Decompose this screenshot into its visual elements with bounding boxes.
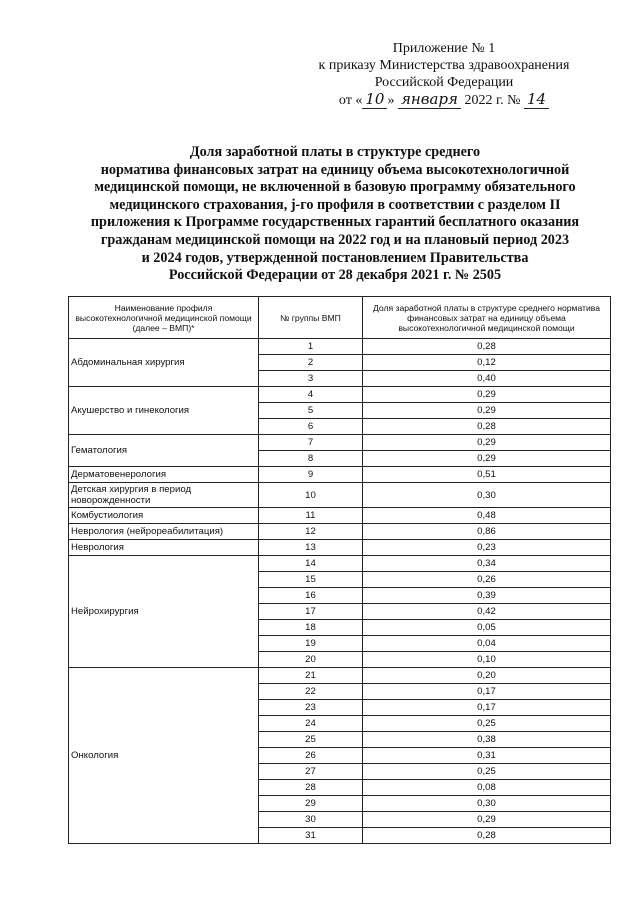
salary-share-cell: 0,08	[363, 780, 611, 796]
date-year: 2022 г. №	[464, 93, 521, 108]
group-number-cell: 8	[259, 451, 363, 467]
salary-share-cell: 0,86	[363, 524, 611, 540]
group-number-cell: 29	[259, 796, 363, 812]
salary-share-cell: 0,51	[363, 467, 611, 483]
salary-share-cell: 0,29	[363, 403, 611, 419]
group-number-cell: 15	[259, 572, 363, 588]
salary-share-cell: 0,20	[363, 668, 611, 684]
date-sep: »	[387, 93, 395, 108]
group-number-cell: 30	[259, 812, 363, 828]
group-number-cell: 23	[259, 700, 363, 716]
salary-share-cell: 0,31	[363, 748, 611, 764]
salary-share-cell: 0,26	[363, 572, 611, 588]
salary-share-cell: 0,29	[363, 435, 611, 451]
group-number-cell: 21	[259, 668, 363, 684]
salary-share-cell: 0,29	[363, 451, 611, 467]
group-number-cell: 20	[259, 652, 363, 668]
title-line: медицинской помощи, не включенной в базовую программу обязательного	[94, 179, 576, 196]
group-number-cell: 4	[259, 387, 363, 403]
group-number-cell: 16	[259, 588, 363, 604]
salary-share-cell: 0,05	[363, 620, 611, 636]
appendix-title: Приложение № 1	[392, 41, 496, 56]
title-line: гражданам медицинской помощи на 2022 год и на плановый период 2023	[100, 231, 570, 248]
profile-name-cell: Дерматовенерология	[69, 467, 259, 483]
salary-share-cell: 0,40	[363, 371, 611, 387]
salary-share-cell: 0,29	[363, 812, 611, 828]
salary-share-cell: 0,28	[363, 339, 611, 355]
group-number-cell: 9	[259, 467, 363, 483]
header-group: № группы ВМП	[259, 297, 363, 339]
header-profile: Наименование профиля высокотехнологичной медицинской помощи (далее – ВМП)*	[69, 297, 259, 339]
table-row	[69, 435, 611, 451]
group-number-cell: 7	[259, 435, 363, 451]
salary-share-cell: 0,42	[363, 604, 611, 620]
title-line: норматива финансовых затрат на единицу объема высокотехнологичной	[100, 161, 570, 178]
group-number-cell: 22	[259, 684, 363, 700]
group-number-cell: 12	[259, 524, 363, 540]
document-title	[70, 144, 600, 285]
order-number: 14	[524, 90, 549, 109]
table-row	[69, 387, 611, 403]
salary-share-cell: 0,12	[363, 355, 611, 371]
profile-name-cell: Нейрохирургия	[69, 556, 259, 668]
profile-name-cell: Онкология	[69, 668, 259, 844]
salary-share-cell: 0,30	[363, 796, 611, 812]
salary-share-cell: 0,34	[363, 556, 611, 572]
group-number-cell: 2	[259, 355, 363, 371]
salary-share-table	[68, 296, 611, 844]
table-row	[69, 556, 611, 572]
salary-share-cell: 0,30	[363, 483, 611, 508]
profile-name-cell: Неврология	[69, 540, 259, 556]
appendix-header	[294, 40, 594, 109]
salary-share-cell: 0,28	[363, 828, 611, 844]
appendix-order-ref: к приказу Министерства здравоохранения	[318, 58, 570, 73]
salary-share-cell: 0,25	[363, 716, 611, 732]
group-number-cell: 28	[259, 780, 363, 796]
group-number-cell: 5	[259, 403, 363, 419]
table-row	[69, 467, 611, 483]
title-line: медицинского страхования, j-го профиля в соответствии с разделом II	[109, 196, 561, 213]
table-row	[69, 668, 611, 684]
salary-share-cell: 0,48	[363, 508, 611, 524]
profile-name-cell: Абдоминальная хирургия	[69, 339, 259, 387]
table-row	[69, 540, 611, 556]
header-share: Доля заработной платы в структуре среднего норматива финансовых затрат на единицу объема высокотехнологичной медицинской помощи	[363, 297, 611, 339]
salary-share-cell: 0,29	[363, 387, 611, 403]
salary-share-cell: 0,25	[363, 764, 611, 780]
group-number-cell: 17	[259, 604, 363, 620]
profile-name-cell: Детская хирургия в период новорожденности	[69, 483, 259, 508]
date-month: января	[398, 90, 461, 109]
group-number-cell: 18	[259, 620, 363, 636]
table-row	[69, 339, 611, 355]
profile-name-cell: Комбустиология	[69, 508, 259, 524]
group-number-cell: 19	[259, 636, 363, 652]
salary-share-cell: 0,28	[363, 419, 611, 435]
group-number-cell: 13	[259, 540, 363, 556]
group-number-cell: 24	[259, 716, 363, 732]
group-number-cell: 11	[259, 508, 363, 524]
profile-name-cell: Неврология (нейрореабилитация)	[69, 524, 259, 540]
group-number-cell: 31	[259, 828, 363, 844]
group-number-cell: 26	[259, 748, 363, 764]
salary-share-cell: 0,17	[363, 684, 611, 700]
salary-share-cell: 0,17	[363, 700, 611, 716]
title-line: Российской Федерации от 28 декабря 2021 г. № 2505	[168, 267, 502, 284]
group-number-cell: 25	[259, 732, 363, 748]
title-line: и 2024 годов, утвержденной постановлением Правительства	[141, 249, 529, 266]
salary-share-cell: 0,04	[363, 636, 611, 652]
title-line: приложения к Программе государственных гарантий бесплатного оказания	[90, 214, 580, 231]
date-day: 10	[362, 90, 387, 109]
group-number-cell: 1	[259, 339, 363, 355]
profile-name-cell: Акушерство и гинекология	[69, 387, 259, 435]
salary-share-cell: 0,38	[363, 732, 611, 748]
salary-share-cell: 0,10	[363, 652, 611, 668]
table-row	[69, 483, 611, 508]
order-date-line	[294, 91, 594, 109]
table-body	[69, 339, 611, 844]
group-number-cell: 14	[259, 556, 363, 572]
group-number-cell: 10	[259, 483, 363, 508]
group-number-cell: 27	[259, 764, 363, 780]
date-prefix: от «	[338, 93, 363, 108]
group-number-cell: 3	[259, 371, 363, 387]
salary-share-cell: 0,39	[363, 588, 611, 604]
table-header-row	[69, 297, 611, 339]
title-line: Доля заработной платы в структуре среднего	[189, 144, 481, 160]
appendix-country: Российской Федерации	[374, 75, 514, 90]
table-row	[69, 524, 611, 540]
profile-name-cell: Гематология	[69, 435, 259, 467]
table-row	[69, 508, 611, 524]
salary-share-cell: 0,23	[363, 540, 611, 556]
group-number-cell: 6	[259, 419, 363, 435]
